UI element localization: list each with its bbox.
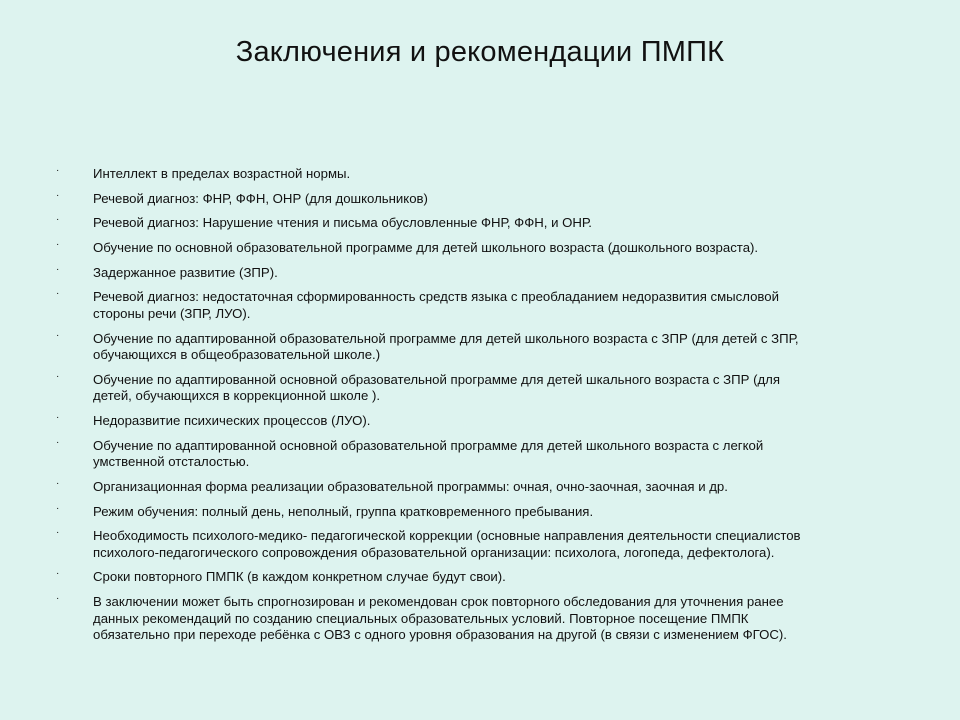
bullet-dot-icon: · xyxy=(56,329,60,341)
bullet-dot-icon: · xyxy=(56,593,60,605)
bullet-dot-icon: · xyxy=(56,165,60,176)
list-item-text: Режим обучения: полный день, неполный, группа кратковременного пребывания. xyxy=(93,503,594,519)
bullet-dot-icon: · xyxy=(56,288,60,300)
bullet-dot-icon: · xyxy=(56,477,60,489)
bullet-dot-icon: · xyxy=(56,436,60,448)
list-item-text: Речевой диагноз: Нарушение чтения и письма обусловленные ФНР, ФФН, и ОНР. xyxy=(93,215,592,231)
list-item xyxy=(56,191,906,208)
list-item xyxy=(56,215,906,232)
list-item xyxy=(56,240,906,257)
list-item-text: Организационная форма реализации образовательной программы: очная, очно-заочная, заочная и др. xyxy=(93,478,728,494)
list-item-text: Обучение по адаптированной образовательной программе для детей школьного возраста с ЗПР (для детей с ЗПР, обучающихся в общеобразовательной школе.) xyxy=(93,330,799,363)
bullet-dot-icon: · xyxy=(56,568,60,580)
list-item-text: Обучение по основной образовательной программе для детей школьного возраста (дошкольного возраста). xyxy=(93,240,759,256)
list-item-text: Интеллект в пределах возрастной нормы. xyxy=(93,166,351,181)
bullet-dot-icon: · xyxy=(56,263,60,275)
list-item-text: Обучение по адаптированной основной образовательной программе для детей шкального возраста с ЗПР (для детей, обучающихся в коррекционной школе ). xyxy=(93,371,781,404)
list-item-text: Сроки повторного ПМПК (в каждом конкретном случае будут свои). xyxy=(93,569,506,585)
list-item xyxy=(56,504,906,521)
bullet-list xyxy=(56,166,906,652)
list-item xyxy=(56,331,906,364)
list-item-text: Необходимость психолого-медико- педагогической коррекции (основные направления деятельности специалистов психолого-педагогического сопровождения образовательной организации: психолога, логопеда, дефектолога). xyxy=(93,528,801,560)
bullet-dot-icon: · xyxy=(56,239,60,251)
list-item-text: Обучение по адаптированной основной образовательной программе для детей школьного возраста с легкой умственной отсталостью. xyxy=(93,437,764,470)
list-item-text: Речевой диагноз: ФНР, ФФН, ОНР (для дошкольников) xyxy=(93,190,428,206)
list-item xyxy=(56,413,906,430)
list-item xyxy=(56,569,906,586)
list-item-text: В заключении может быть спрогнозирован и рекомендован срок повторного обследования для уточнения ранее данных рекомендаций по созданию специальных образовательных условий. Повторное посещение ПМПК обязательно при переходе ребёнка с ОВЗ с одного уровня образования на другой (в связи с изменением ФГОС). xyxy=(93,594,787,643)
bullet-dot-icon: · xyxy=(56,502,60,514)
list-item xyxy=(56,265,906,282)
slide-title: Заключения и рекомендации ПМПК xyxy=(235,36,725,68)
bullet-dot-icon: · xyxy=(56,412,60,423)
list-item xyxy=(56,438,906,471)
list-item xyxy=(56,372,906,405)
list-item xyxy=(56,289,906,322)
bullet-dot-icon: · xyxy=(56,370,60,382)
list-item xyxy=(56,166,906,183)
bullet-dot-icon: · xyxy=(56,527,60,539)
list-item xyxy=(56,594,906,644)
list-item-text: Речевой диагноз: недостаточная сформированность средств языка с преобладанием недоразвития смысловой стороны речи (ЗПР, ЛУО). xyxy=(93,289,779,321)
bullet-dot-icon: · xyxy=(56,214,60,226)
list-item-text: Недоразвитие психических процессов (ЛУО). xyxy=(93,413,371,428)
list-item xyxy=(56,479,906,496)
list-item-text: Задержанное развитие (ЗПР). xyxy=(93,264,278,280)
bullet-dot-icon: · xyxy=(56,189,60,201)
list-item xyxy=(56,528,906,561)
